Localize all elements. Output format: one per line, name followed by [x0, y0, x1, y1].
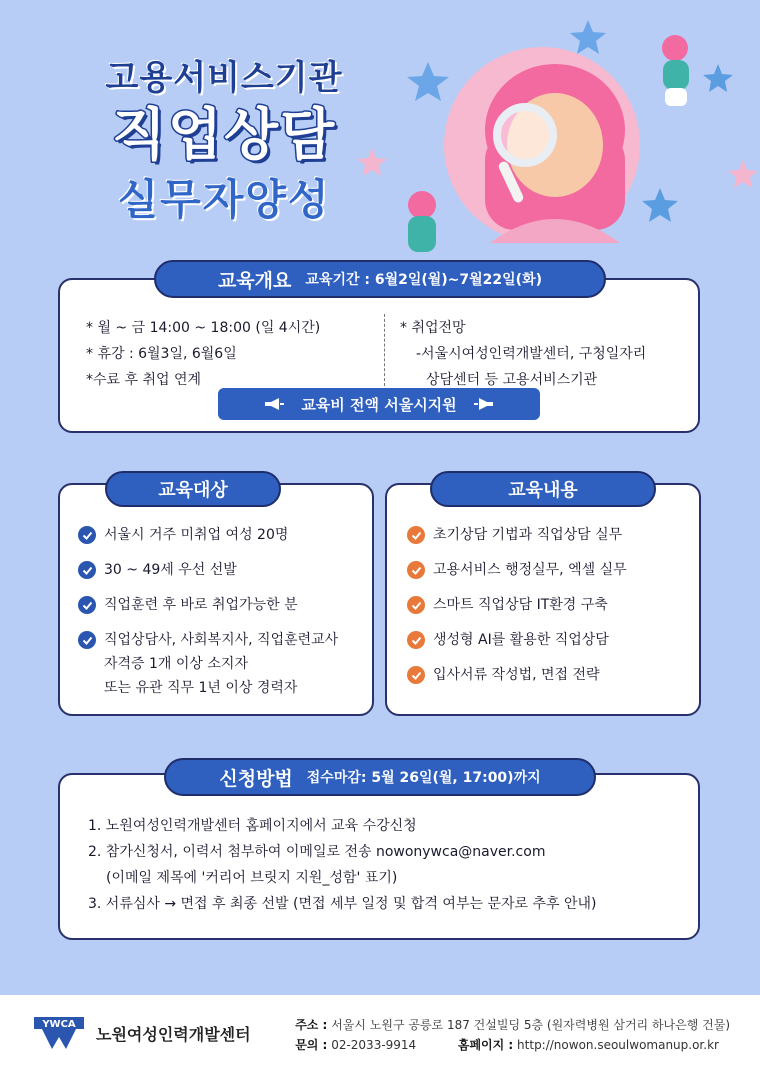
- overview-prospect: [400, 315, 646, 393]
- check-icon: [78, 561, 96, 579]
- prospect-line: 상담센터 등 고용서비스기관: [426, 372, 598, 388]
- target-list: [78, 525, 368, 715]
- megaphone-icon: [473, 397, 495, 411]
- star-icon: [728, 160, 758, 188]
- phone: 02-2033-9914: [331, 1038, 417, 1052]
- star-icon: [357, 148, 387, 176]
- illustration: [350, 10, 760, 260]
- website-link[interactable]: http://nowon.seoulwomanup.or.kr: [517, 1038, 719, 1052]
- list-item: 직업상담사, 사회복지사, 직업훈련교사 자격증 1개 이상 소지자 또는 유관 직무 1년 이상 경력자: [78, 630, 368, 700]
- star-icon: [642, 188, 678, 222]
- overview-header: [154, 260, 606, 298]
- apply-steps: [88, 813, 596, 917]
- content-list: [407, 525, 697, 700]
- title-line-2: 직업상담: [111, 103, 337, 168]
- list-item: 30 ~ 49세 우선 선발: [78, 560, 368, 580]
- target-label: 교육대상: [105, 471, 281, 507]
- ywca-logo: [32, 1015, 86, 1049]
- check-icon: [407, 631, 425, 649]
- title-line-1: 고용서비스기관: [105, 58, 343, 98]
- list-item: 초기상담 기법과 직업상담 실무: [407, 525, 697, 545]
- poster-title: [64, 55, 384, 229]
- overview-line: * 월 ~ 금 14:00 ~ 18:00 (일 4시간): [86, 320, 321, 336]
- apply-label: 신청방법: [219, 767, 293, 790]
- org-name: 노원여성인력개발센터: [96, 1025, 251, 1044]
- apply-note: (이메일 제목에 '커리어 브릿지 지원_성함' 표기): [106, 870, 398, 886]
- apply-step: 3. 서류심사 → 면접 후 최종 선발 (면접 세부 일정 및 합격 여부는 문자로 추후 안내): [88, 896, 597, 912]
- star-icon: [407, 62, 449, 101]
- list-item: 입사서류 작성법, 면접 전략: [407, 665, 697, 685]
- list-item: 스마트 직업상담 IT환경 구축: [407, 595, 697, 615]
- list-item: 고용서비스 행정실무, 엑셀 실무: [407, 560, 697, 580]
- overview-schedule: [86, 315, 320, 393]
- overview-label: 교육개요: [217, 269, 292, 292]
- megaphone-icon: [263, 397, 285, 411]
- fee-text: 교육비 전액 서울시지원: [301, 395, 457, 414]
- star-icon: [570, 20, 606, 54]
- check-icon: [407, 561, 425, 579]
- list-item: 생성형 AI를 활용한 직업상담: [407, 630, 697, 650]
- star-icon: [703, 64, 733, 92]
- address: 서울시 노원구 공릉로 187 건설빌딩 5층 (원자력병원 삼거리 하나은행 건물): [331, 1018, 730, 1032]
- check-icon: [407, 596, 425, 614]
- apply-deadline: 접수마감: 5월 26일(월, 17:00)까지: [306, 770, 541, 786]
- list-item: 직업훈련 후 바로 취업가능한 분: [78, 595, 368, 615]
- apply-header: [164, 758, 596, 796]
- check-icon: [407, 526, 425, 544]
- check-icon: [78, 526, 96, 544]
- check-icon: [407, 666, 425, 684]
- check-icon: [78, 631, 96, 649]
- overview-period: 교육기간 : 6월2일(월)~7월22일(화): [305, 272, 543, 288]
- footer: [0, 995, 760, 1075]
- apply-step: 1. 노원여성인력개발센터 홈페이지에서 교육 수강신청: [88, 818, 417, 834]
- fee-banner: [218, 388, 540, 420]
- prospect-head: * 취업전망: [400, 320, 466, 336]
- apply-step: 2. 참가신청서, 이력서 첨부하여 이메일로 전송 nowonywca@naver.com: [88, 844, 546, 860]
- footer-info: 주소 : 서울시 노원구 공릉로 187 건설빌딩 5층 (원자력병원 삼거리 하나은행 건물) 문의 : 02-2033-9914 홈페이지 : http://nowon.seoulwomanup.or.kr: [295, 1018, 730, 1052]
- divider: [384, 314, 385, 386]
- overview-line: * 휴강 : 6월3일, 6월6일: [86, 346, 237, 362]
- list-item: 서울시 거주 미취업 여성 20명: [78, 525, 368, 545]
- prospect-line: -서울시여성인력개발센터, 구청일자리: [416, 346, 647, 362]
- svg-text:YWCA: YWCA: [42, 1019, 76, 1030]
- overview-line: *수료 후 취업 연계: [86, 372, 202, 388]
- title-line-3: 실무자양성: [117, 175, 331, 224]
- check-icon: [78, 596, 96, 614]
- content-label: 교육내용: [430, 471, 656, 507]
